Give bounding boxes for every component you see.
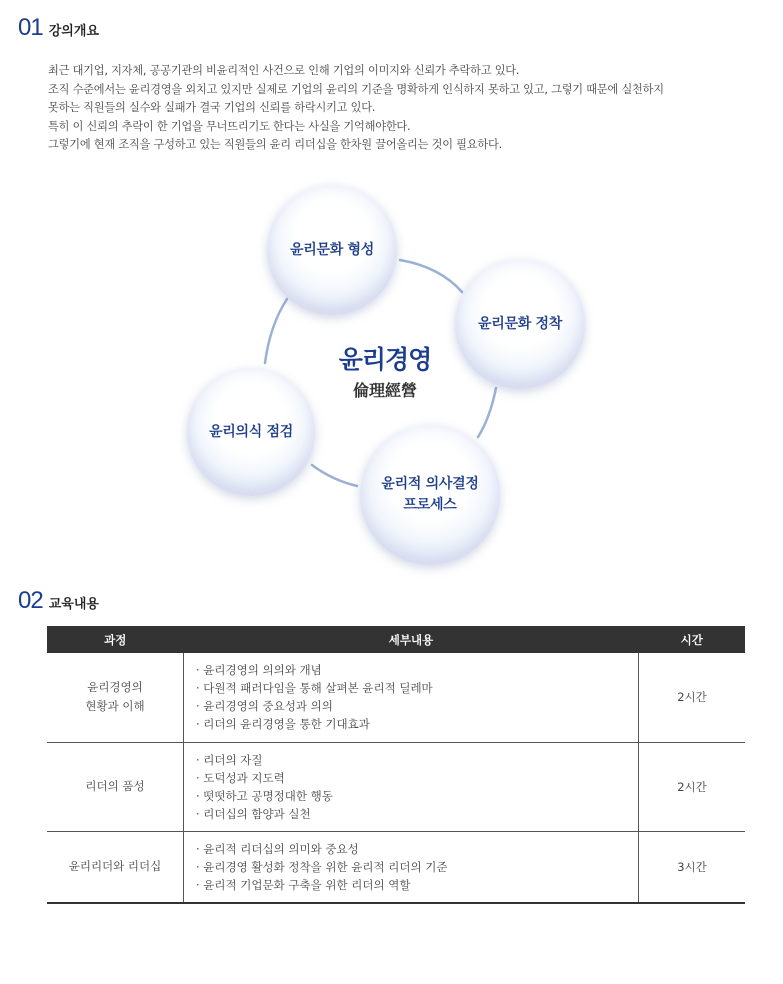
time-cell: 3시간: [639, 831, 746, 903]
bubble-decision-line2: 프로세스: [403, 497, 457, 513]
intro-line: 조직 수준에서는 윤리경영을 외치고 있지만 실제로 기업의 윤리의 기준을 명확하게 인식하지 못하고 있고, 그렇기 때문에 실천하지: [48, 82, 664, 96]
course-cell: [47, 653, 184, 742]
details-cell: [184, 742, 639, 831]
bubble-culture-formation-label: 윤리문화 형성: [290, 241, 374, 258]
bubble-decision-process-label: [381, 474, 478, 516]
bubble-decision-process: [360, 425, 500, 565]
education-table: [47, 626, 745, 904]
connector-left-top: [265, 299, 287, 363]
bubble-decision-line1: 윤리적 의사결정: [381, 476, 479, 492]
time-cell: 2시간: [639, 742, 746, 831]
section-01-title: 강의개요: [48, 24, 99, 39]
intro-line: 못하는 직원들의 실수와 실패가 결국 기업의 신뢰를 하락시키고 있다.: [48, 101, 376, 115]
detail-item: · 리더십의 함양과 실천: [196, 806, 311, 821]
header-course: 과정: [47, 626, 184, 653]
course-name-line1: 윤리경영의: [87, 680, 143, 695]
center-subtitle: 倫理經營: [352, 381, 417, 400]
detail-item: · 리더의 자질: [196, 752, 263, 767]
section-01-number: 01: [18, 14, 43, 41]
section-02-header: [18, 587, 99, 615]
ethics-cycle-diagram: [0, 175, 783, 575]
detail-item: · 떳떳하고 공명정대한 행동: [196, 788, 333, 803]
table-row: [47, 742, 745, 831]
course-cell: 윤리리더와 리더십: [47, 831, 184, 903]
bubble-culture-establishment-label: 윤리문화 정착: [478, 315, 562, 332]
bubble-culture-formation: [267, 185, 397, 315]
intro-paragraph: [48, 62, 748, 155]
section-01-header: [18, 14, 99, 42]
bubble-awareness-check: [187, 368, 315, 496]
connector-top-right: [400, 260, 462, 292]
detail-item: · 윤리경영의 의의와 개념: [196, 663, 322, 678]
bubble-culture-establishment: [455, 259, 585, 389]
detail-item: · 윤리적 리더십의 의미와 중요성: [196, 841, 359, 856]
bubble-awareness-check-label: 윤리의식 점검: [209, 423, 293, 440]
header-details: 세부내용: [184, 626, 639, 653]
intro-line: 특히 이 신뢰의 추락이 한 기업을 무너뜨리기도 한다는 사실을 기억해야한다.: [48, 119, 411, 133]
detail-item: · 도덕성과 지도력: [196, 770, 285, 785]
center-title: 윤리경영: [338, 345, 432, 374]
header-time: 시간: [639, 626, 746, 653]
detail-item: · 윤리경영의 중요성과 의의: [196, 699, 333, 714]
connector-bottom-left: [312, 465, 357, 486]
course-name-line2: 현황과 이해: [85, 699, 145, 714]
section-02-title: 교육내용: [48, 597, 99, 612]
section-02-number: 02: [18, 587, 43, 614]
table-header-row: [47, 626, 745, 653]
details-cell: [184, 653, 639, 742]
course-cell: 리더의 품성: [47, 742, 184, 831]
details-cell: [184, 831, 639, 903]
detail-item: · 윤리경영 활성화 정착을 위한 윤리적 리더의 기준: [196, 859, 448, 874]
connector-right-bottom: [478, 388, 496, 437]
detail-item: · 윤리적 기업문화 구축을 위한 리더의 역할: [196, 877, 411, 892]
intro-line: 그렇기에 현재 조직을 구성하고 있는 직원들의 윤리 리더십을 한차원 끌어올리는 것이 필요하다.: [48, 138, 502, 152]
intro-line: 최근 대기업, 지자체, 공공기관의 비윤리적인 사건으로 인해 기업의 이미지와 신뢰가 추락하고 있다.: [48, 64, 520, 77]
detail-item: · 다원적 패러다임을 통해 살펴본 윤리적 딜레마: [196, 681, 433, 696]
detail-item: · 리더의 윤리경영을 통한 기대효과: [196, 717, 370, 732]
table-row: [47, 831, 745, 903]
time-cell: 2시간: [639, 653, 746, 742]
table-row: [47, 653, 745, 742]
